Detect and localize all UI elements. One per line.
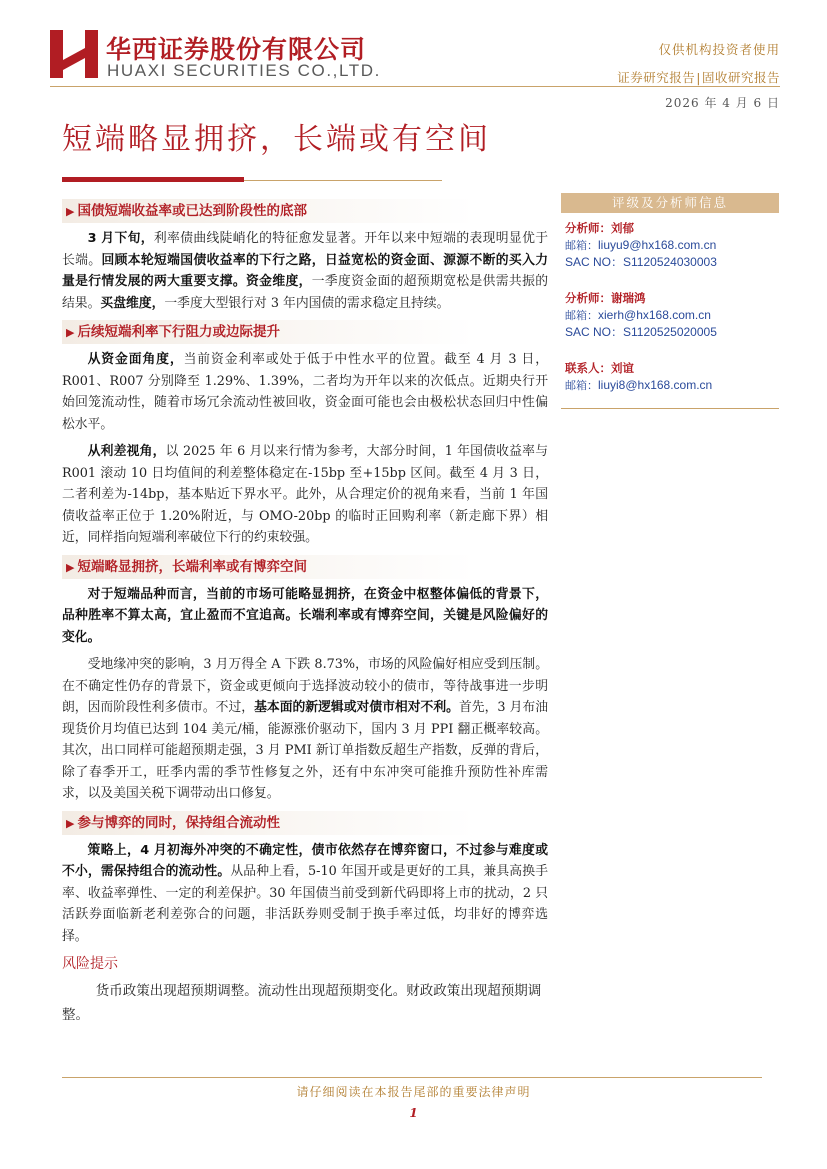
title-underline-red	[62, 177, 244, 182]
emphasis-text: 回顾本轮短端国债收益率的下行之路，日益宽松的资金面、源源不断的买入力量是行情发展的两大重要支撑。	[62, 252, 549, 289]
triangle-bullet-icon: ▶	[66, 816, 75, 830]
triangle-bullet-icon: ▶	[66, 326, 75, 339]
analyst-list	[561, 213, 779, 409]
analyst-email-row	[565, 307, 775, 324]
risk-heading: 风险提示	[62, 956, 118, 972]
emphasis-text: 从资金面角度，	[87, 352, 184, 367]
analyst-card	[565, 289, 775, 341]
main-column	[62, 193, 548, 1027]
company-name-en: HUAXI SECURITIES CO.,LTD.	[107, 61, 381, 80]
analyst-name: 分析师：刘郁	[565, 221, 634, 235]
section-heading-text: 参与博弈的同时，保持组合流动性	[77, 814, 280, 831]
body-text: 受地缘冲突的影响，3 月万得全 A 下跌 8.73%，市场的风险偏好相应受到压制。在不确定性仍存的背景下，资金或更倾向于选择波动较小的债市，等待战事进一步明朗，因而阶段性利多债市。不过，	[62, 657, 548, 715]
report-date: 2026 年 4 月 6 日	[665, 96, 780, 110]
sidebar-heading: 评级及分析师信息	[561, 193, 779, 213]
emphasis-text: 对于短端品种而言，当前的市场可能略显拥挤，在资金中枢整体偏低的背景下，品种胜率不算太高，宜止盈而不宜追高。长端利率或有博弈空间，关键是风险偏好的变化。	[62, 586, 548, 645]
contact-email-row	[565, 377, 775, 394]
body-text: 利率债曲线陡峭化的特征愈发显著。开年以来中短端的表现明显优于长端。	[62, 231, 549, 268]
analyst-email-row	[565, 237, 775, 254]
emphasis-text: 3 月下旬，	[87, 231, 154, 246]
section-heading	[62, 555, 548, 579]
body-text: 从品种上看，5-10 年国开或是更好的工具，兼具高换手率、收益率弹性、一定的利差保护。30 年国债当前受到新代码即将上市的扰动，2 只活跃券面临新老利差弥合的问题，非活跃券则受制于换手率过低，均非好的博弈选择。	[62, 864, 548, 944]
category-secondary: 固收研究报告	[701, 70, 780, 85]
triangle-bullet-icon: ▶	[66, 205, 75, 218]
analyst-sidebar	[561, 193, 779, 409]
analyst-email[interactable]: liuyu9@hx168.com.cn	[598, 238, 717, 252]
section-heading	[62, 320, 548, 344]
section-heading-text: 后续短端利率下行阻力或边际提升	[77, 324, 280, 340]
title-underline-gold	[244, 180, 442, 181]
triangle-bullet-icon: ▶	[66, 560, 75, 574]
analyst-name: 分析师：谢瑞鸿	[565, 291, 646, 305]
category-separator: |	[696, 70, 701, 85]
section-heading	[62, 811, 548, 835]
body-paragraph	[62, 228, 548, 314]
body-text: 一季度大型银行对 3 年内国债的需求稳定且持续。	[164, 295, 450, 311]
analyst-email[interactable]: xierh@hx168.com.cn	[598, 308, 711, 322]
body-paragraph	[62, 584, 548, 649]
emphasis-text: 资金维度，	[246, 274, 312, 289]
contact-email[interactable]: liuyi8@hx168.com.cn	[598, 378, 713, 392]
company-name-cn: 华西证券股份有限公司	[106, 35, 367, 64]
analyst-sac: SAC NO：S1120525020005	[565, 325, 717, 339]
footer-divider	[62, 1077, 762, 1078]
audience-note: 仅供机构投资者使用	[658, 42, 780, 57]
body-paragraph	[62, 840, 548, 948]
body-text: 当前资金利率或处于低于中性水平的位置。截至 4 月 3 日，R001、R007 分别降至 1.29%、1.39%，二者均为开年以来的次低点。近期央行开始回笼流动性，随着市场冗余流动性被回收，资金面可能也会由极松状态回归中性偏松水平。	[62, 352, 549, 432]
header-divider	[50, 86, 780, 87]
body-paragraph	[62, 349, 548, 435]
email-label: 邮箱：	[565, 239, 598, 252]
body-paragraph	[62, 654, 548, 805]
report-title: 短端略显拥挤，长端或有空间	[62, 122, 491, 157]
section-heading-text: 短端略显拥挤，长端利率或有博弈空间	[77, 558, 307, 575]
report-category	[617, 68, 780, 86]
body-text: 一季度资金面的超预期宽松是供需共振的结果。	[62, 274, 549, 311]
section-heading-text: 国债短端收益率或已达到阶段性的底部	[77, 203, 307, 219]
section-heading	[62, 199, 548, 223]
body-paragraph	[62, 441, 548, 549]
email-label: 邮箱：	[565, 379, 598, 392]
category-primary: 证券研究报告	[617, 70, 696, 85]
emphasis-text: 基本面的新逻辑或对债市相对不利。	[254, 700, 459, 715]
email-label: 邮箱：	[565, 309, 598, 322]
emphasis-text: 策略上，4 月初海外冲突的不确定性，债市依然存在博弈窗口，不过参与难度或不小，需保持组合的流动性。	[62, 842, 548, 879]
analyst-card	[565, 219, 775, 271]
page-number: 1	[409, 1106, 418, 1120]
emphasis-text: 买盘维度，	[100, 295, 165, 311]
contact-card	[565, 359, 775, 394]
legal-notice[interactable]: 请仔细阅读在本报告尾部的重要法律声明	[296, 1085, 531, 1099]
body-text: 以 2025 年 6 月以来行情为参考，大部分时间，1 年国债收益率与 R001 滚动 10 日均值间的利差整体稳定在-15bp 至+15bp 区间。截至 4 月 3 日，二者利差为-14bp，基本贴近下界水平。此外，从合理定价的视角来看，当前 1 年国债收益率正位于 1.20%附近，与 OMO-20bp 的临时正回购利率（新走廊下界）相近，同样指向短端利率破位下行的约束较强。	[62, 444, 548, 545]
body-text: 首先，3 月布油现货价月均值已达到 104 美元/桶，能源涨价驱动下，国内 3 月 PPI 翻正概率较高。其次，出口同样可能超预期走强，3 月 PMI 新订单指数反超生产指数，反弹的背后，除了春季开工，旺季内需的季节性修复之外，还有中东冲突可能推升预防性补库需求，以及美国关税下调带动出口修复。	[62, 700, 549, 801]
risk-text: 货币政策出现超预期调整。流动性出现超预期变化。财政政策出现超预期调整。	[62, 983, 542, 1023]
emphasis-text: 从利差视角，	[87, 444, 166, 459]
analyst-sac: SAC NO：S1120524030003	[565, 255, 717, 269]
company-logo-icon	[50, 30, 98, 78]
contact-name: 联系人：刘谊	[565, 361, 634, 375]
